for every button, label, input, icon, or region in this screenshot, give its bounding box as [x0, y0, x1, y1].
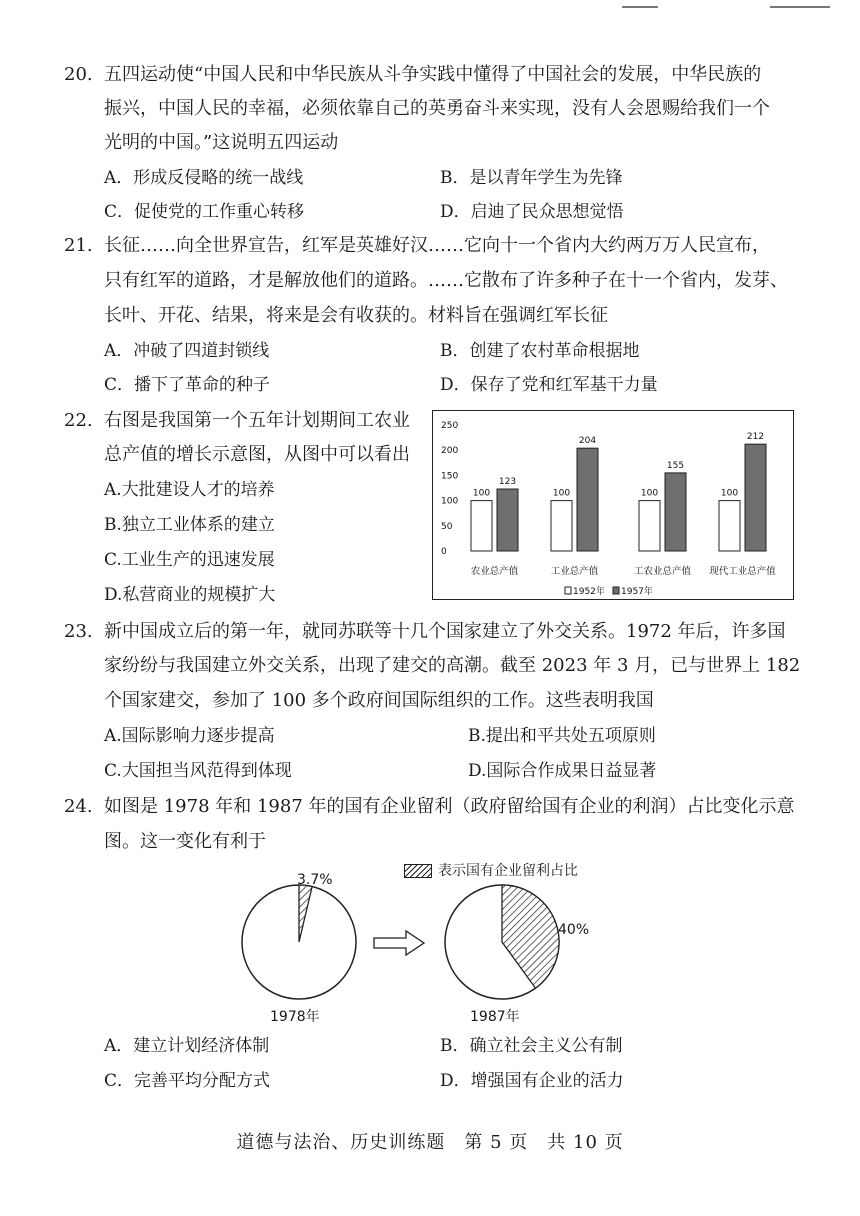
x-category-label: 工业总产值 [550, 566, 599, 577]
bar-工农业总产值-1957年 [665, 473, 686, 551]
bar-现代工业总产值-1952年 [719, 501, 740, 551]
question-23-line-3: 个国家建交，参加了 100 多个政府间国际组织的工作。这些表明我国 [104, 690, 654, 711]
legend-label: 1957年 [621, 587, 653, 597]
x-category-label: 工农业总产值 [633, 566, 692, 577]
bar-工业总产值-1952年 [551, 501, 572, 551]
bar-value-label: 100 [552, 488, 571, 499]
page-footer: 道德与法治、历史训练题 第 5 页 共 10 页 [236, 1132, 624, 1153]
y-tick-label: 50 [441, 521, 453, 532]
option-c: C.大国担当风范得到体现 [104, 761, 292, 781]
bar-value-label: 212 [746, 432, 765, 443]
option-a: A．形成反侵略的统一战线 [104, 168, 304, 188]
pie-1978-share-label: 3.7% [297, 872, 333, 888]
bar-工农业总产值-1952年 [639, 501, 660, 551]
question-24-line-2: 图。这一变化有利于 [104, 831, 266, 852]
bar-value-label: 204 [578, 436, 597, 447]
x-category-label: 农业总产值 [470, 566, 519, 577]
option-b: B.提出和平共处五项原则 [468, 726, 656, 746]
scan-mark [622, 6, 658, 8]
question-20-line-2: 振兴，中国人民的幸福，必须依靠自己的英勇奋斗来实现，没有人会恩赐给我们一个 [104, 98, 770, 119]
bar-value-label: 123 [498, 477, 517, 488]
legend-swatch-1952年 [565, 587, 571, 594]
question-number: 20. [64, 64, 93, 85]
question-number: 24. [64, 796, 93, 817]
option-a: A．建立计划经济体制 [104, 1036, 270, 1056]
y-tick-label: 250 [441, 421, 459, 431]
pie-1987-year-label: 1987年 [470, 1009, 520, 1025]
y-tick-label: 150 [441, 471, 459, 482]
bar-value-label: 100 [640, 488, 659, 499]
question-21-line-1: 21. 长征……向全世界宣告，红军是英雄好汉……它向十一个省内大约两万万人民宣布， [64, 235, 770, 256]
question-23-line-1: 23. 新中国成立后的第一年，就同苏联等十几个国家建立了外交关系。1972 年后，许多国 [64, 621, 786, 642]
scan-mark [770, 6, 830, 8]
option-d: D．保存了党和红军基干力量 [440, 375, 658, 395]
option-b: B.独立工业体系的建立 [104, 515, 275, 535]
option-c: C．完善平均分配方式 [104, 1071, 271, 1091]
bar-chart-output-growth [432, 410, 794, 600]
question-number: 21. [64, 235, 93, 256]
option-d: D.国际合作成果日益显著 [468, 761, 657, 781]
question-20-line-3: 光明的中国。”这说明五四运动 [104, 132, 339, 153]
option-c: C．促使党的工作重心转移 [104, 202, 305, 222]
option-a: A.大批建设人才的培养 [104, 480, 275, 500]
pie-legend-label: 表示国有企业留利占比 [438, 863, 578, 879]
option-b: B．确立社会主义公有制 [440, 1036, 623, 1056]
question-number: 22. [64, 410, 93, 431]
option-b: B．创建了农村革命根据地 [440, 341, 640, 361]
bar-value-label: 100 [720, 488, 739, 499]
option-c: C.工业生产的迅速发展 [104, 550, 275, 570]
option-d: D.私营商业的规模扩大 [104, 585, 276, 605]
y-tick-label: 0 [441, 547, 447, 557]
question-number: 23. [64, 621, 93, 642]
option-d: D．增强国有企业的活力 [440, 1071, 624, 1091]
bar-现代工业总产值-1957年 [745, 444, 766, 551]
option-a: A．冲破了四道封锁线 [104, 341, 270, 361]
question-21-line-3: 长叶、开花、结果，将来是会有收获的。材料旨在强调红军长征 [104, 305, 608, 326]
question-20-line-1: 20. 五四运动使“中国人民和中华民族从斗争实践中懂得了中国社会的发展，中华民族的 [64, 64, 762, 85]
y-tick-label: 100 [441, 496, 459, 507]
question-21-line-2: 只有红军的道路，才是解放他们的道路。……它散布了许多种子在十一个省内，发芽、 [104, 270, 788, 291]
y-tick-label: 200 [441, 446, 459, 457]
question-24-line-1: 24. 如图是 1978 年和 1987 年的国有企业留利（政府留给国有企业的利润）占比变化示意 [64, 796, 795, 817]
pie-1987-share-label: 40% [558, 922, 590, 938]
bar-value-label: 100 [472, 488, 491, 499]
bar-农业总产值-1952年 [471, 501, 492, 551]
x-category-label: 现代工业总产值 [709, 566, 776, 577]
question-22-line-2: 总产值的增长示意图，从图中可以看出 [104, 444, 410, 465]
bar-value-label: 155 [666, 460, 685, 471]
bar-农业总产值-1957年 [497, 489, 518, 551]
question-23-line-2: 家纷纷与我国建立外交关系，出现了建交的高潮。截至 2023 年 3 月，已与世界上 182 [104, 655, 801, 676]
option-c: C．播下了革命的种子 [104, 375, 271, 395]
option-a: A.国际影响力逐步提高 [104, 726, 275, 746]
bar-工业总产值-1957年 [577, 448, 598, 551]
option-d: D．启迪了民众思想觉悟 [440, 202, 624, 222]
bar-chart-svg [433, 411, 793, 599]
legend-label: 1952年 [573, 587, 605, 597]
pie-1978-year-label: 1978年 [270, 1009, 320, 1025]
option-b: B．是以青年学生为先锋 [440, 168, 623, 188]
pie-diagram [230, 856, 630, 1032]
right-arrow-icon [374, 931, 424, 955]
legend-swatch-1957年 [613, 587, 619, 594]
question-22-line-1: 22. 右图是我国第一个五年计划期间工农业 [64, 410, 410, 431]
